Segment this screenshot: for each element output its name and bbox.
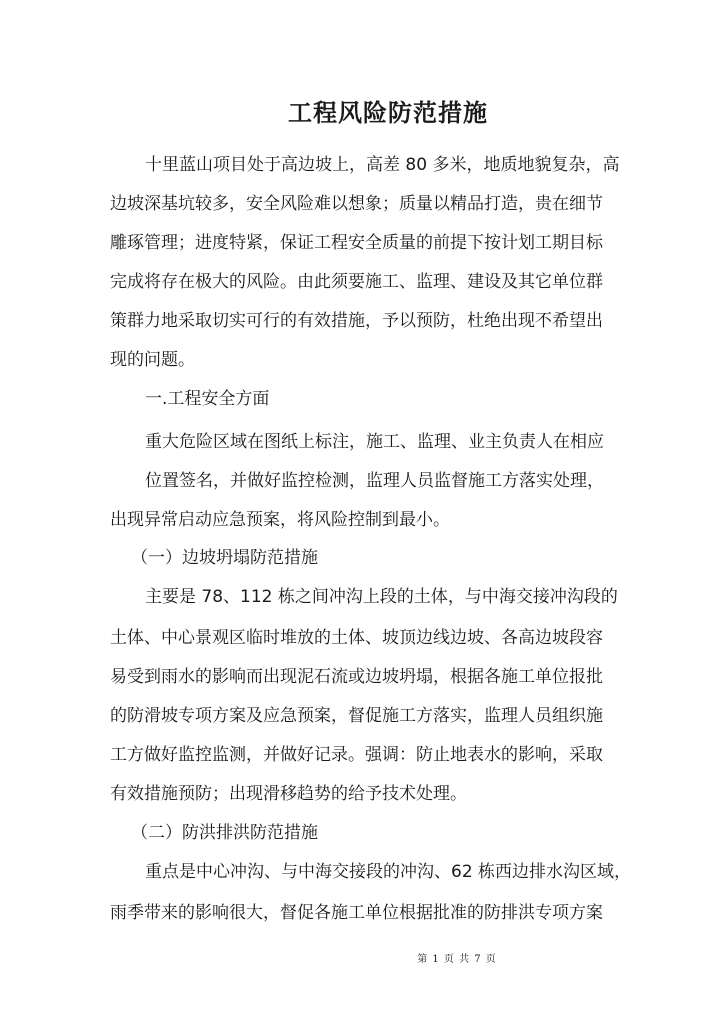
paragraph-line: 有效措施预防；出现滑移趋势的给予技术处理。 bbox=[110, 784, 467, 804]
page-footer: 第 1 页 共 7 页 bbox=[417, 954, 497, 965]
paragraph-line: 主要是 78、112 栋之间冲沟上段的土体，与中海交接冲沟段的 bbox=[145, 587, 618, 607]
paragraph-line: 易受到雨水的影响而出现泥石流或边坡坍塌，根据各施工单位报批 bbox=[110, 667, 603, 687]
paragraph-line: 雨季带来的影响很大，督促各施工单位根据批准的防排洪专项方案 bbox=[110, 903, 603, 923]
section-heading: 一.工程安全方面 bbox=[145, 389, 270, 409]
paragraph-line: 现的问题。 bbox=[110, 350, 195, 370]
paragraph-line: 工方做好监控监测，并做好记录。强调：防止地表水的影响，采取 bbox=[110, 745, 603, 765]
paragraph-line: 位置签名，并做好监控检测，监理人员监督施工方落实处理， bbox=[145, 471, 604, 491]
subsection-heading: （一）边坡坍塌防范措施 bbox=[131, 548, 318, 568]
paragraph-line: 十里蓝山项目处于高边坡上，高差 80 多米，地质地貌复杂，高 bbox=[145, 155, 620, 175]
subsection-heading: （二）防洪排洪防范措施 bbox=[131, 823, 318, 843]
paragraph-line: 雕琢管理；进度特紧，保证工程安全质量的前提下按计划工期目标 bbox=[110, 233, 603, 253]
paragraph-line: 出现异常启动应急预案，将风险控制到最小。 bbox=[110, 510, 450, 530]
paragraph-line: 边坡深基坑较多，安全风险难以想象；质量以精品打造，贵在细节 bbox=[110, 194, 603, 214]
paragraph-line: 的防滑坡专项方案及应急预案，督促施工方落实，监理人员组织施 bbox=[110, 706, 603, 726]
paragraph-line: 策群力地采取切实可行的有效措施，予以预防，杜绝出现不希望出 bbox=[110, 311, 603, 331]
paragraph-line: 重点是中心冲沟、与中海交接段的冲沟、62 栋西边排水沟区域， bbox=[145, 862, 632, 882]
document-title: 工程风险防范措施 bbox=[288, 99, 488, 127]
paragraph-line: 重大危险区域在图纸上标注，施工、监理、业主负责人在相应 bbox=[145, 432, 604, 452]
paragraph-line: 土体、中心景观区临时堆放的土体、坡顶边线边坡、各高边坡段容 bbox=[110, 628, 603, 648]
paragraph-line: 完成将存在极大的风险。由此须要施工、监理、建设及其它单位群 bbox=[110, 272, 603, 292]
